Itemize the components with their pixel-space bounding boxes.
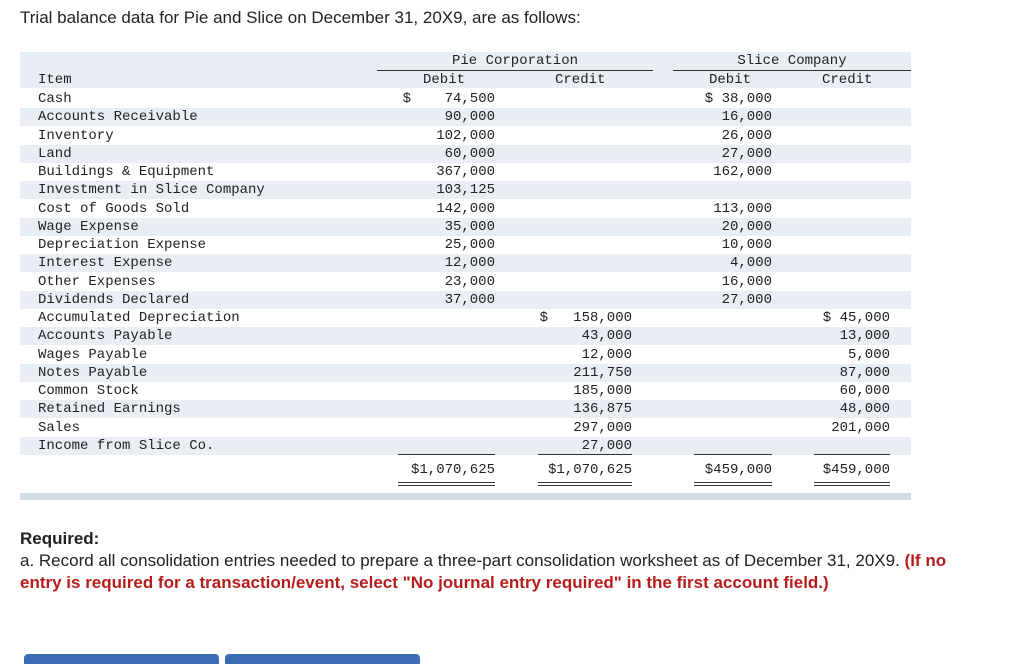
pie-credit-header: Credit: [555, 72, 606, 88]
required-heading: Required:: [20, 529, 100, 548]
pie-debit-cell: 60,000: [444, 145, 495, 162]
table-row: [20, 419, 911, 437]
slice-credit-cell: 13,000: [839, 328, 890, 345]
pie-debit-cell: 37,000: [444, 291, 495, 308]
tab-button-2[interactable]: [225, 654, 420, 664]
table-row: [20, 254, 911, 272]
pie-credit-total-rule: [538, 454, 632, 455]
trial-balance-table: [20, 52, 911, 492]
totals-row: [20, 461, 911, 479]
required-text: a. Record all consolidation entries needed to prepare a three-part consolidation worksheet as of December 31, 20X9.: [20, 551, 900, 570]
pie-debit-cell: 367,000: [436, 164, 495, 180]
slice-debit-cell: 27,000: [721, 145, 772, 162]
row-label: Buildings & Equipment: [38, 164, 215, 180]
pie-debit-cell: $ 74,500: [402, 91, 495, 107]
slice-debit-cell: 162,000: [713, 164, 772, 180]
slice-debit-cell: 26,000: [721, 127, 772, 144]
slice-credit-total: $459,000: [822, 462, 890, 478]
row-label: Accounts Receivable: [38, 109, 198, 126]
table-row: [20, 236, 911, 254]
row-label: Accumulated Depreciation: [38, 310, 240, 326]
table-bottom-bar: [20, 493, 911, 500]
pie-credit-cell: 211,750: [573, 364, 632, 381]
pie-debit-total-rule: [398, 454, 495, 455]
table-row: [20, 163, 911, 181]
row-label: Inventory: [38, 127, 114, 144]
table-row: [20, 145, 911, 163]
pie-credit-cell: 136,875: [573, 401, 632, 418]
slice-credit-cell: 48,000: [839, 401, 890, 418]
pie-credit-total: $1,070,625: [547, 462, 632, 478]
row-label: Interest Expense: [38, 255, 173, 272]
table-row: [20, 108, 911, 126]
slice-credit-cell: 201,000: [831, 419, 890, 436]
pie-debit-cell: 35,000: [444, 218, 495, 235]
pie-debit-cell: 90,000: [444, 109, 495, 126]
pie-debit-total: $1,070,625: [410, 462, 495, 478]
required-section: [20, 528, 980, 594]
required-instruction: (If no entry is required for a transaction/event, select "No journal entry required" in the first account field.): [20, 551, 947, 592]
pie-debit-double-rule-b: [398, 485, 495, 486]
slice-credit-cell: 60,000: [839, 383, 890, 399]
slice-credit-double-rule-b: [814, 485, 890, 486]
row-label: Dividends Declared: [38, 291, 190, 308]
table-row: [20, 327, 911, 345]
row-label: Income from Slice Co.: [38, 437, 215, 454]
slice-debit-cell: $ 38,000: [704, 91, 772, 107]
row-label: Sales: [38, 419, 81, 436]
pie-credit-cell: $ 158,000: [539, 310, 632, 326]
pie-credit-cell: 43,000: [581, 328, 632, 345]
slice-debit-cell: 16,000: [721, 273, 772, 290]
pie-credit-cell: 12,000: [581, 346, 632, 363]
column-header-row: [20, 71, 911, 89]
row-label: Wage Expense: [38, 218, 139, 235]
row-label: Retained Earnings: [38, 401, 181, 418]
slice-credit-cell: $ 45,000: [822, 310, 890, 326]
slice-debit-header: Debit: [709, 72, 752, 88]
pie-debit-cell: 142,000: [436, 200, 495, 217]
table-row: [20, 127, 911, 145]
row-label: Land: [38, 145, 72, 162]
slice-debit-double-rule-b: [694, 485, 772, 486]
row-label: Cash: [38, 91, 72, 107]
pie-credit-double-rule-b: [538, 485, 632, 486]
pie-debit-cell: 102,000: [436, 127, 495, 144]
pie-credit-cell: 297,000: [573, 419, 632, 436]
tab-button-1[interactable]: [24, 654, 219, 664]
table-row: [20, 291, 911, 309]
table-row: [20, 400, 911, 418]
table-row: [20, 200, 911, 218]
pie-debit-cell: 103,125: [436, 182, 495, 199]
pie-credit-cell: 185,000: [573, 383, 632, 399]
table-row: [20, 218, 911, 236]
slice-debit-cell: 20,000: [721, 218, 772, 235]
row-label: Other Expenses: [38, 273, 156, 290]
table-row: [20, 437, 911, 455]
table-row: [20, 90, 911, 108]
row-label: Cost of Goods Sold: [38, 200, 190, 217]
slice-debit-cell: 16,000: [721, 109, 772, 126]
pie-debit-header: Debit: [423, 72, 466, 88]
row-label: Notes Payable: [38, 364, 148, 381]
slice-debit-total: $459,000: [704, 462, 772, 478]
pie-debit-cell: 23,000: [444, 273, 495, 290]
pie-debit-double-rule-a: [398, 482, 495, 483]
intro-text: Trial balance data for Pie and Slice on December 31, 20X9, are as follows:: [20, 8, 581, 27]
slice-debit-double-rule-a: [694, 482, 772, 483]
row-label: Depreciation Expense: [38, 237, 207, 253]
item-header: Item: [38, 72, 72, 88]
row-label: Investment in Slice Company: [38, 182, 265, 199]
table-row: [20, 309, 911, 327]
slice-debit-cell: 4,000: [729, 255, 772, 272]
slice-credit-total-rule: [814, 454, 890, 455]
table-row: [20, 364, 911, 382]
slice-credit-cell: 87,000: [839, 364, 890, 381]
table-row: [20, 181, 911, 199]
slice-debit-cell: 27,000: [721, 291, 772, 308]
slice-credit-header: Credit: [822, 72, 873, 88]
slice-credit-double-rule-a: [814, 482, 890, 483]
table-row: [20, 382, 911, 400]
row-label: Common Stock: [38, 383, 139, 399]
pie-debit-cell: 25,000: [444, 237, 495, 253]
pie-debit-cell: 12,000: [444, 255, 495, 272]
slice-debit-total-rule: [694, 454, 772, 455]
pie-credit-double-rule-a: [538, 482, 632, 483]
pie-company-heading: Pie Corporation: [451, 53, 579, 69]
slice-debit-cell: 113,000: [713, 200, 772, 217]
table-row: [20, 273, 911, 291]
slice-debit-cell: 10,000: [721, 237, 772, 253]
pie-credit-cell: 27,000: [581, 437, 632, 454]
table-row: [20, 346, 911, 364]
slice-credit-cell: 5,000: [847, 346, 890, 363]
row-label: Accounts Payable: [38, 328, 173, 345]
row-label: Wages Payable: [38, 346, 148, 363]
slice-company-heading: Slice Company: [737, 53, 847, 69]
